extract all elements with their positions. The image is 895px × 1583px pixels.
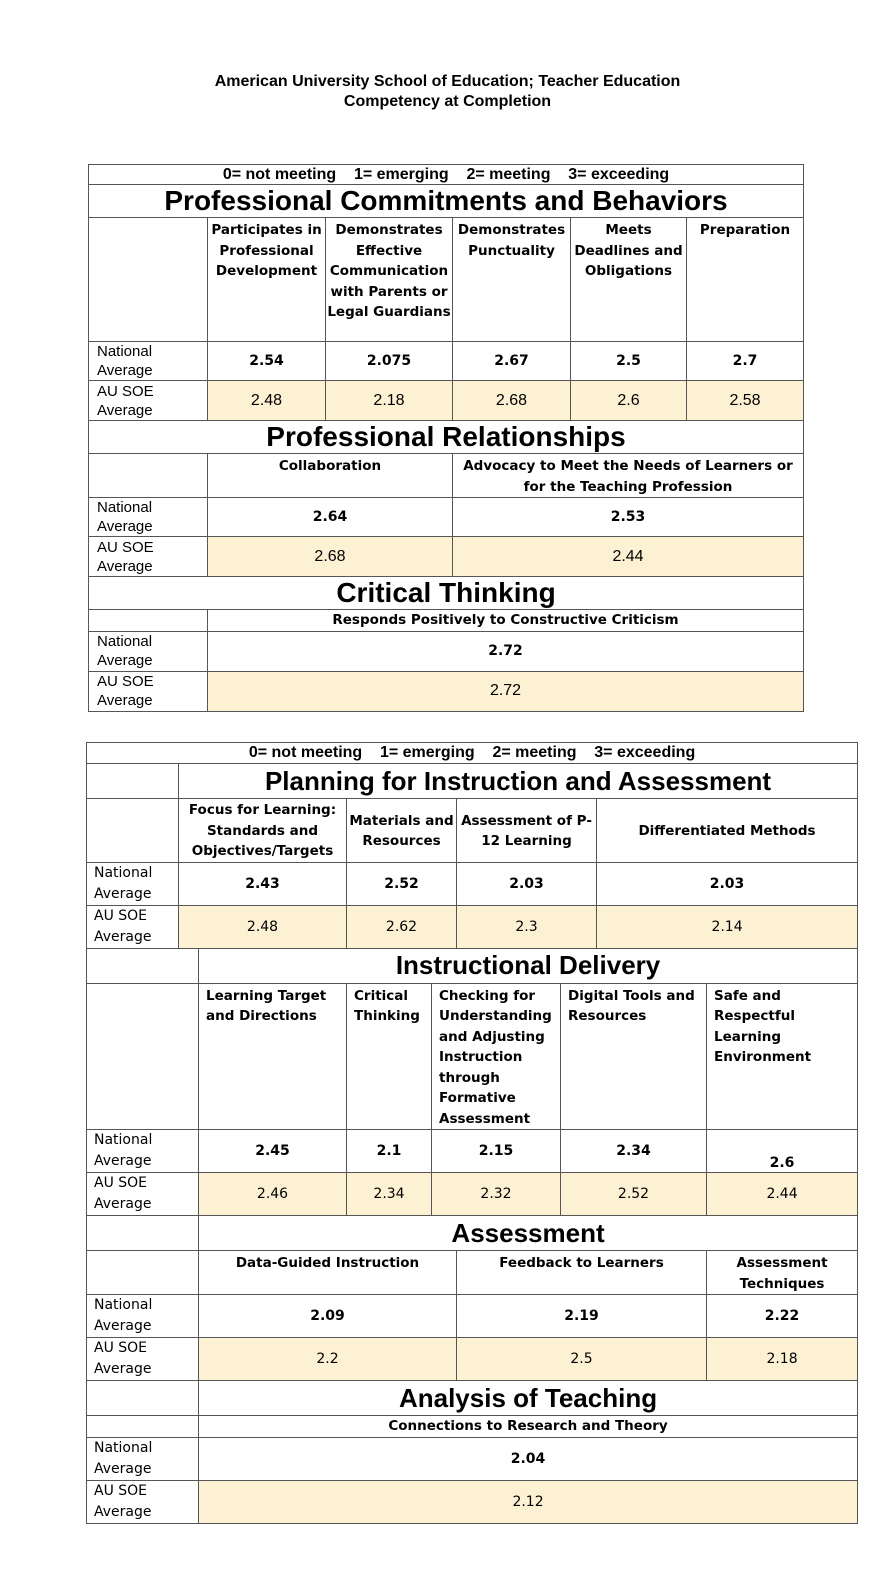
legend-item: 3= exceeding bbox=[568, 165, 670, 183]
au-value: 2.68 bbox=[453, 381, 571, 421]
au-value: 2.58 bbox=[687, 381, 804, 421]
national-value: 2.09 bbox=[199, 1295, 457, 1338]
column-header: Demonstrates Effective Communication with Parents or Legal Guardians bbox=[326, 218, 453, 342]
legend-item: 2= meeting bbox=[466, 165, 551, 183]
au-value: 2.68 bbox=[208, 537, 453, 577]
legend-item: 0= not meeting bbox=[222, 165, 337, 183]
row-label-au: AU SOE Average bbox=[87, 1480, 199, 1523]
scoring-legend bbox=[89, 165, 804, 185]
row-label-national: National Average bbox=[87, 862, 179, 905]
national-value: 2.15 bbox=[432, 1130, 561, 1173]
column-header: Demonstrates Punctuality bbox=[453, 218, 571, 342]
column-header: Assessment of P-12 Learning bbox=[457, 799, 597, 863]
column-header: Meets Deadlines and Obligations bbox=[571, 218, 687, 342]
blank-cell bbox=[87, 764, 179, 799]
section-title: Professional Relationships bbox=[89, 421, 804, 454]
section-title: Instructional Delivery bbox=[199, 948, 858, 983]
au-value: 2.32 bbox=[432, 1173, 561, 1216]
row-label-au: AU SOE Average bbox=[87, 1338, 199, 1381]
column-header: Learning Target and Directions bbox=[199, 983, 347, 1130]
section-title: Professional Commitments and Behaviors bbox=[89, 185, 804, 218]
column-header: Feedback to Learners bbox=[457, 1251, 707, 1295]
legend-item: 3= exceeding bbox=[594, 744, 696, 761]
au-value: 2.6 bbox=[571, 381, 687, 421]
national-value: 2.64 bbox=[208, 498, 453, 537]
blank-cell bbox=[87, 1251, 199, 1295]
section-title: Planning for Instruction and Assessment bbox=[179, 764, 858, 799]
column-header: Collaboration bbox=[208, 454, 453, 498]
national-value: 2.1 bbox=[347, 1130, 432, 1173]
au-value: 2.5 bbox=[457, 1338, 707, 1381]
blank-cell bbox=[87, 948, 199, 983]
column-header: Safe and Respectful Learning Environment bbox=[707, 983, 858, 1130]
row-label-national: National Average bbox=[89, 631, 208, 671]
national-value: 2.075 bbox=[326, 342, 453, 381]
national-value: 2.22 bbox=[707, 1295, 858, 1338]
au-value: 2.34 bbox=[347, 1173, 432, 1216]
section-title: Critical Thinking bbox=[89, 577, 804, 610]
column-header: Advocacy to Meet the Needs of Learners or for the Teaching Profession bbox=[453, 454, 804, 498]
column-header: Critical Thinking bbox=[347, 983, 432, 1130]
blank-cell bbox=[89, 610, 208, 632]
au-value: 2.62 bbox=[347, 905, 457, 948]
au-value: 2.14 bbox=[597, 905, 858, 948]
au-value: 2.48 bbox=[208, 381, 326, 421]
national-value: 2.6 bbox=[707, 1130, 858, 1173]
row-label-au: AU SOE Average bbox=[89, 537, 208, 577]
section-title: Assessment bbox=[199, 1216, 858, 1251]
national-value: 2.72 bbox=[208, 631, 804, 671]
national-value: 2.03 bbox=[457, 862, 597, 905]
national-value: 2.7 bbox=[687, 342, 804, 381]
national-value: 2.34 bbox=[561, 1130, 707, 1173]
national-value: 2.03 bbox=[597, 862, 858, 905]
legend-item: 0= not meeting bbox=[248, 744, 363, 761]
competency-table-1 bbox=[88, 164, 804, 712]
au-value: 2.72 bbox=[208, 671, 804, 711]
legend-item: 1= emerging bbox=[353, 165, 449, 183]
blank-cell bbox=[89, 218, 208, 342]
national-value: 2.43 bbox=[179, 862, 347, 905]
national-value: 2.52 bbox=[347, 862, 457, 905]
column-header: Participates in Professional Development bbox=[208, 218, 326, 342]
column-header: Differentiated Methods bbox=[597, 799, 858, 863]
blank-cell bbox=[87, 1381, 199, 1416]
national-value: 2.54 bbox=[208, 342, 326, 381]
row-label-national: National Average bbox=[89, 342, 208, 381]
au-value: 2.48 bbox=[179, 905, 347, 948]
au-value: 2.44 bbox=[453, 537, 804, 577]
national-value: 2.19 bbox=[457, 1295, 707, 1338]
au-value: 2.18 bbox=[707, 1338, 858, 1381]
column-header: Checking for Understanding and Adjusting Instruction through Formative Assessment bbox=[432, 983, 561, 1130]
au-value: 2.52 bbox=[561, 1173, 707, 1216]
column-header: Focus for Learning: Standards and Objectives/Targets bbox=[179, 799, 347, 863]
column-header: Assessment Techniques bbox=[707, 1251, 858, 1295]
au-value: 2.44 bbox=[707, 1173, 858, 1216]
column-header: Data-Guided Instruction bbox=[199, 1251, 457, 1295]
section-title: Analysis of Teaching bbox=[199, 1381, 858, 1416]
national-value: 2.67 bbox=[453, 342, 571, 381]
au-value: 2.2 bbox=[199, 1338, 457, 1381]
row-label-national: National Average bbox=[87, 1437, 199, 1480]
national-value: 2.04 bbox=[199, 1437, 858, 1480]
national-value: 2.5 bbox=[571, 342, 687, 381]
blank-cell bbox=[87, 1416, 199, 1438]
row-label-au: AU SOE Average bbox=[89, 671, 208, 711]
document-title-line-1: American University School of Education; Teacher Education bbox=[214, 73, 681, 90]
document-title-line-2: Competency at Completion bbox=[343, 93, 552, 110]
blank-cell bbox=[87, 1216, 199, 1251]
au-value: 2.18 bbox=[326, 381, 453, 421]
legend-item: 1= emerging bbox=[379, 744, 475, 761]
blank-cell bbox=[87, 799, 179, 863]
column-header: Connections to Research and Theory bbox=[199, 1416, 858, 1438]
column-header: Preparation bbox=[687, 218, 804, 342]
column-header: Digital Tools and Resources bbox=[561, 983, 707, 1130]
competency-table-2 bbox=[86, 742, 858, 1524]
row-label-national: National Average bbox=[89, 498, 208, 537]
row-label-au: AU SOE Average bbox=[89, 381, 208, 421]
row-label-national: National Average bbox=[87, 1130, 199, 1173]
national-value: 2.45 bbox=[199, 1130, 347, 1173]
national-value: 2.53 bbox=[453, 498, 804, 537]
au-value: 2.3 bbox=[457, 905, 597, 948]
scoring-legend bbox=[87, 743, 858, 764]
column-header: Responds Positively to Constructive Criticism bbox=[208, 610, 804, 632]
legend-item: 2= meeting bbox=[492, 744, 577, 761]
au-value: 2.46 bbox=[199, 1173, 347, 1216]
column-header: Materials and Resources bbox=[347, 799, 457, 863]
blank-cell bbox=[89, 454, 208, 498]
blank-cell bbox=[87, 983, 199, 1130]
au-value: 2.12 bbox=[199, 1480, 858, 1523]
row-label-au: AU SOE Average bbox=[87, 905, 179, 948]
row-label-national: National Average bbox=[87, 1295, 199, 1338]
row-label-au: AU SOE Average bbox=[87, 1173, 199, 1216]
